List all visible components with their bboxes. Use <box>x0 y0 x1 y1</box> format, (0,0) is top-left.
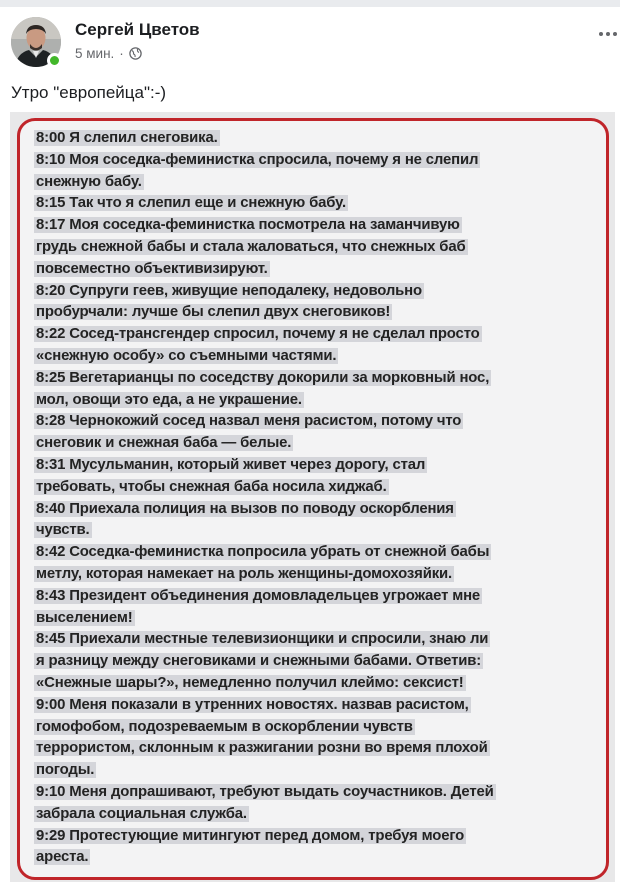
image-text-line <box>34 411 606 433</box>
image-text-line-content: «Снежные шары?», немедленно получил клеймо: сексист! <box>36 674 464 691</box>
image-text-line-content: 8:20 Супруги геев, живущие неподалеку, недовольно <box>36 282 422 299</box>
image-text-line <box>34 695 606 717</box>
image-text-line <box>34 564 606 586</box>
image-text-line-content: повсеместно объективизируют. <box>36 260 268 277</box>
image-text-line-content: 8:40 Приехала полиция на вызов по поводу оскорбления <box>36 500 454 517</box>
image-text-line <box>34 193 606 215</box>
image-text-line-content: грудь снежной бабы и стала жаловаться, что снежных баб <box>36 238 466 255</box>
image-text-line <box>34 520 606 542</box>
post-text: Утро "европейца":-) <box>11 83 167 102</box>
image-text-line <box>34 390 606 412</box>
image-text-line-content: ареста. <box>36 849 89 866</box>
image-text-line <box>34 150 606 172</box>
image-text-block <box>34 128 606 869</box>
image-text-line-content: 9:10 Меня допрашивают, требуют выдать соучастников. Детей <box>36 783 494 800</box>
image-text-line-content: чувств. <box>36 522 90 539</box>
image-text-line-content: «снежную особу» со съемными частями. <box>36 347 337 364</box>
image-text-line-content: 9:00 Меня показали в утренних новостях. назвав расистом, <box>36 696 469 713</box>
image-text-line <box>34 172 606 194</box>
image-text-line-content: 8:15 Так что я слепил еще и снежную бабу. <box>36 195 346 212</box>
image-text-line-content: 8:17 Моя соседка-феминистка посмотрела на заманчивую <box>36 217 460 234</box>
image-text-line <box>34 237 606 259</box>
image-text-line-content: снеговик и снежная баба — белые. <box>36 435 292 452</box>
image-text-line <box>34 281 606 303</box>
post-meta <box>75 45 142 61</box>
image-text-line-content: я разницу между снеговиками и снежными бабами. Ответив: <box>36 653 482 670</box>
image-text-line <box>34 629 606 651</box>
image-text-line <box>34 324 606 346</box>
image-text-line <box>34 259 606 281</box>
image-text-line-content: 8:43 Президент объединения домовладельцев угрожает мне <box>36 587 481 604</box>
image-text-line <box>34 499 606 521</box>
image-text-line-content: террористом, склонным к разжигании розни во время плохой <box>36 740 488 757</box>
image-text-line <box>34 782 606 804</box>
image-text-line <box>34 673 606 695</box>
image-text-line-content: требовать, чтобы снежная баба носила хиджаб. <box>36 478 387 495</box>
image-text-line-content: выселением! <box>36 609 133 626</box>
image-text-line-content: 8:25 Вегетарианцы по соседству докорили за морковный нос, <box>36 369 490 386</box>
image-text-line <box>34 608 606 630</box>
more-options-icon[interactable] <box>597 26 619 36</box>
post-time[interactable]: 5 мин. <box>75 45 115 61</box>
image-text-line <box>34 455 606 477</box>
image-text-line-content: 8:28 Чернокожий сосед назвал меня расистом, потому что <box>36 413 462 430</box>
top-divider <box>0 0 620 7</box>
image-text-line-content: снежную бабу. <box>36 173 142 190</box>
image-text-line-content: 8:42 Соседка-феминистка попросила убрать от снежной бабы <box>36 544 490 561</box>
image-text-line <box>34 586 606 608</box>
image-text-line-content: забрала социальная служба. <box>36 805 247 822</box>
meta-separator: · <box>119 45 124 61</box>
image-text-line <box>34 542 606 564</box>
image-text-line <box>34 346 606 368</box>
image-text-line <box>34 760 606 782</box>
image-text-line-content: метлу, которая намекает на роль женщины-домохозяйки. <box>36 565 452 582</box>
image-text-line <box>34 847 606 869</box>
image-text-line <box>34 215 606 237</box>
image-text-line-content: мол, овощи это еда, а не украшение. <box>36 391 302 408</box>
image-text-line-content: 8:22 Сосед-трансгендер спросил, почему я не сделал просто <box>36 326 480 343</box>
online-status-icon <box>47 53 62 68</box>
image-text-line <box>34 738 606 760</box>
image-text-line <box>34 717 606 739</box>
image-text-line-content: 8:31 Мусульманин, который живет через дорогу, стал <box>36 456 426 473</box>
image-text-line-content: 8:00 Я слепил снеговика. <box>36 130 218 146</box>
image-text-line-content: пробурчали: лучше бы слепил двух снеговиков! <box>36 304 391 321</box>
image-text-line <box>34 302 606 324</box>
image-text-line <box>34 826 606 848</box>
author-name[interactable]: Сергей Цветов <box>75 20 200 39</box>
image-text-line-content: 8:10 Моя соседка-феминистка спросила, почему я не слепил <box>36 151 479 168</box>
image-text-line-content: погоды. <box>36 762 95 779</box>
image-text-line <box>34 804 606 826</box>
image-text-line <box>34 128 606 150</box>
image-text-line-content: 9:29 Протестующие митингуют перед домом, требуя моего <box>36 827 465 844</box>
image-text-line <box>34 368 606 390</box>
image-text-line <box>34 477 606 499</box>
image-text-line-content: 8:45 Приехали местные телевизионщики и спросили, знаю ли <box>36 631 489 648</box>
image-text-line-content: гомофобом, подозреваемым в оскорблении чувств <box>36 718 413 735</box>
globe-icon <box>129 47 142 60</box>
image-text-line <box>34 433 606 455</box>
image-text-line <box>34 651 606 673</box>
